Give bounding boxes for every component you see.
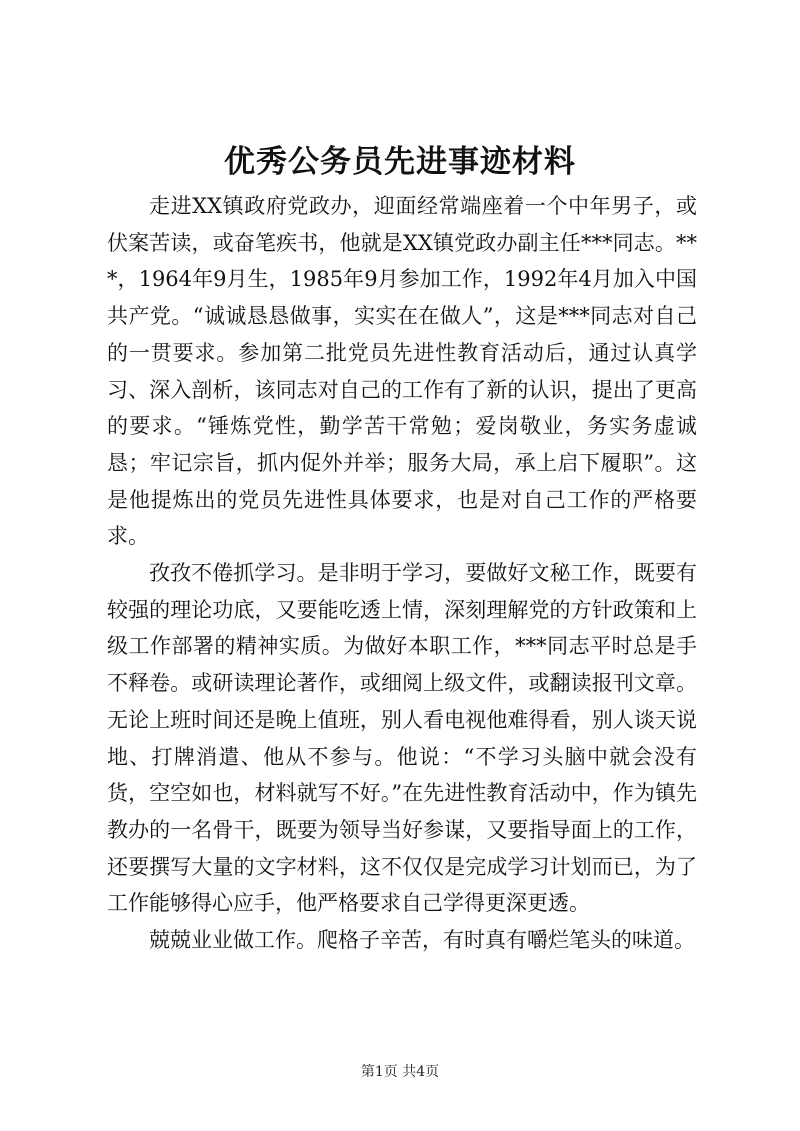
document-title: 优秀公务员先进事迹材料 — [224, 144, 576, 180]
page-number-footer: 第1页 共4页 — [360, 1064, 440, 1080]
paragraph-1: 走进XX镇政府党政办，迎面经常端座着一个中年男子，或伏案苦读，或奋笔疾书，他就是XX镇党政办副主任***同志。***，1964年9月生，1985年9月参加工作，1992年4月加入中国共产党。“诚诚恳恳做事，实实在在做人”，这是***同志对自己的一贯要求。参加第二批党员先进性教育活动后，通过认真学习、深入剖析，该同志对自己的工作有了新的认识，提出了更高的要求。“锤炼党性，勤学苦干常勉；爱岗敬业，务实务虚诚恳；牢记宗旨，抓内促外并举；服务大局，承上启下履职”。这是他提炼出的党员先进性具体要求，也是对自己工作的严格要求。 — [107, 194, 697, 549]
document-body — [107, 188, 697, 959]
paragraph-2: 孜孜不倦抓学习。是非明于学习，要做好文秘工作，既要有较强的理论功底，又要能吃透上情，深刻理解党的方针政策和上级工作部署的精神实质。为做好本职工作，***同志平时总是手不释卷。或研读理论著作，或细阅上级文件，或翻读报刊文章。无论上班时间还是晚上值班，别人看电视他难得看，别人谈天说地、打牌消遣、他从不参与。他说：“不学习头脑中就会没有货，空空如也，材料就写不好。”在先进性教育活动中，作为镇先教办的一名骨干，既要为领导当好参谋，又要指导面上的工作，还要撰写大量的文字材料，这不仅仅是完成学习计划而已，为了工作能够得心应手，他严格要求自己学得更深更透。 — [107, 561, 697, 916]
paragraph-3: 兢兢业业做工作。爬格子辛苦，有时真有嚼烂笔头的味道。 — [149, 928, 695, 953]
